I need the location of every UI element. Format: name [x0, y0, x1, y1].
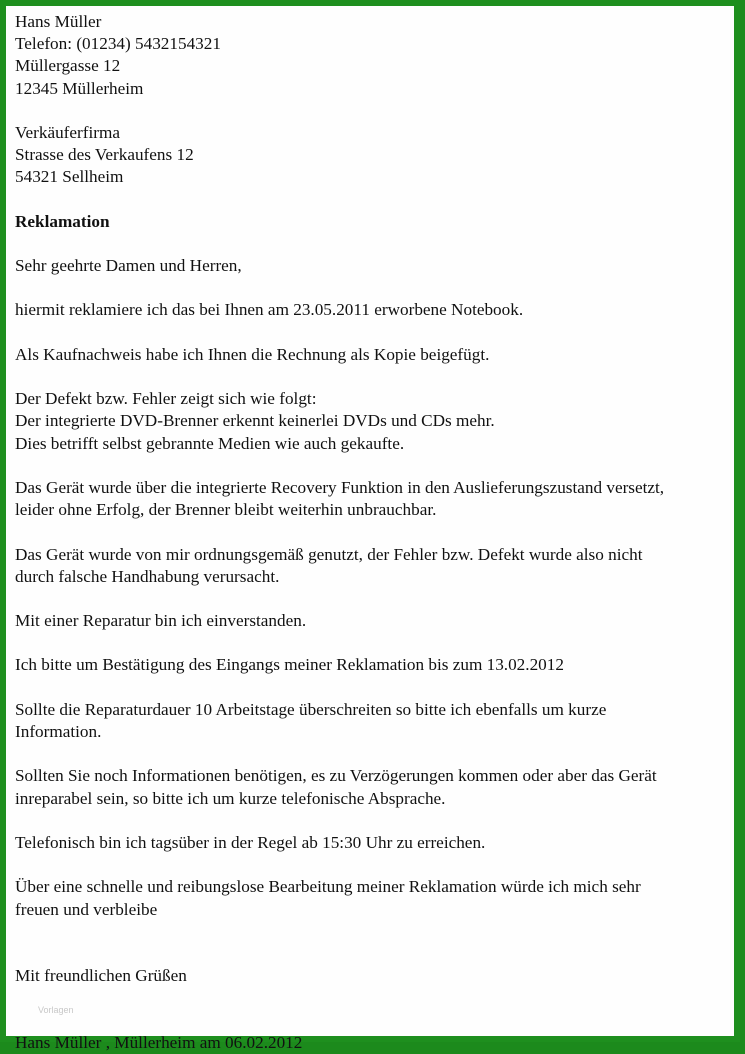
sender-street: Müllergasse 12 — [15, 56, 121, 76]
sender-name: Hans Müller — [15, 12, 102, 31]
recipient-street: Strasse des Verkaufens 12 — [15, 145, 194, 165]
paragraph — [15, 388, 745, 455]
paragraph — [15, 610, 745, 632]
sender-block — [15, 11, 745, 100]
watermark: Vorlagen — [38, 1005, 74, 1015]
paragraph-line: hiermit reklamiere ich das bei Ihnen am 23.05.2011 erworbene Notebook. — [15, 300, 524, 320]
paragraph — [15, 654, 745, 676]
paragraph-line: Über eine schnelle und reibungslose Bearbeitung meiner Reklamation würde ich mich sehr — [15, 877, 641, 897]
paragraph-line: inreparabel sein, so bitte ich um kurze telefonische Absprache. — [15, 788, 446, 808]
recipient-company: Verkäuferfirma — [15, 122, 120, 142]
sender-city: 12345 Müllerheim — [15, 78, 144, 98]
paragraph-line: Telefonisch bin ich tagsüber in der Regel ab 15:30 Uhr zu erreichen. — [15, 832, 486, 852]
paragraph — [15, 477, 745, 521]
sender-phone: Telefon: (01234) 5432154321 — [15, 34, 221, 54]
paragraph — [15, 765, 745, 809]
subject-line: Reklamation — [15, 211, 110, 231]
paragraph — [15, 544, 745, 588]
paragraph-line: Sollten Sie noch Informationen benötigen, es zu Verzögerungen kommen oder aber das Gerät — [15, 766, 657, 786]
paragraph — [15, 699, 745, 743]
paragraph — [15, 299, 745, 321]
paragraph-line: Der integrierte DVD-Brenner erkennt keinerlei DVDs und CDs mehr. — [15, 411, 495, 431]
paragraph-line: Das Gerät wurde von mir ordnungsgemäß genutzt, der Fehler bzw. Defekt wurde also nicht — [15, 544, 643, 564]
paragraph-line: Der Defekt bzw. Fehler zeigt sich wie folgt: — [15, 389, 317, 409]
salutation: Sehr geehrte Damen und Herren, — [15, 256, 242, 276]
recipient-block — [15, 122, 745, 189]
paragraph — [15, 344, 745, 366]
paragraph-line: freuen und verbleibe — [15, 899, 158, 919]
paragraph-line: Mit einer Reparatur bin ich einverstanden. — [15, 611, 307, 631]
paragraph-line: Sollte die Reparaturdauer 10 Arbeitstage überschreiten so bitte ich ebenfalls um kurze — [15, 699, 607, 719]
paragraph-line: Das Gerät wurde über die integrierte Recovery Funktion in den Auslieferungszustand versetzt, — [15, 477, 665, 497]
paragraph-line: Ich bitte um Bestätigung des Eingangs meiner Reklamation bis zum 13.02.2012 — [15, 655, 564, 675]
paragraph-line: durch falsche Handhabung verursacht. — [15, 566, 280, 586]
paragraph-line: Als Kaufnachweis habe ich Ihnen die Rechnung als Kopie beigefügt. — [15, 344, 490, 364]
letter-body — [15, 11, 745, 1054]
closing: Mit freundlichen Grüßen — [15, 966, 187, 986]
paragraph — [15, 876, 745, 920]
paragraph — [15, 832, 745, 854]
paragraph-line: Information. — [15, 722, 102, 741]
paragraph-line: leider ohne Erfolg, der Brenner bleibt weiterhin unbrauchbar. — [15, 500, 437, 520]
signature-line: Hans Müller , Müllerheim am 06.02.2012 — [15, 1032, 303, 1052]
recipient-city: 54321 Sellheim — [15, 167, 124, 187]
paragraph-line: Dies betrifft selbst gebrannte Medien wie auch gekaufte. — [15, 433, 405, 453]
